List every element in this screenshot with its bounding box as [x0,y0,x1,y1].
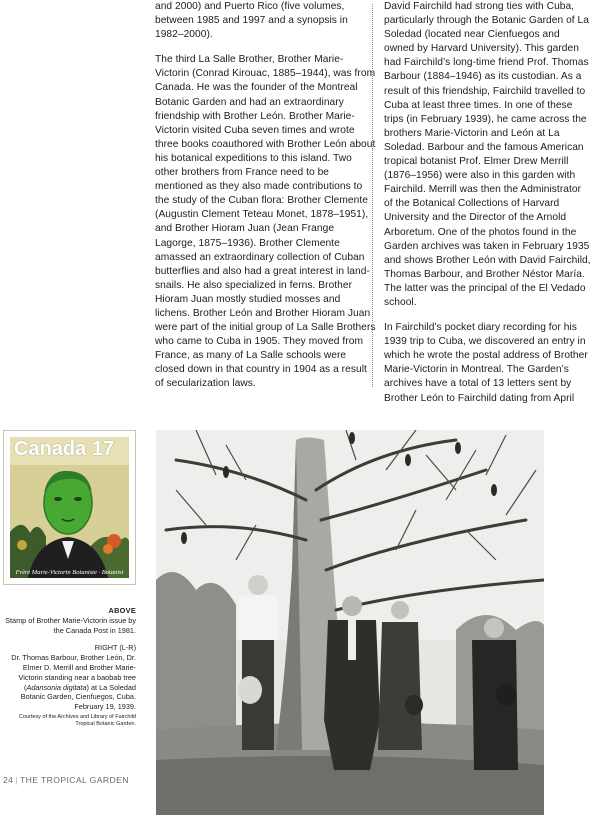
canada-stamp-image [3,430,136,585]
photo-person-1 [238,575,278,750]
stamp-artwork [10,437,129,578]
stamp-inscription: Frère Marie-Victorin Botaniste · Botanist [15,569,124,576]
caption-heading-right: RIGHT (L-R) [94,643,136,653]
photo-person-3 [378,601,423,750]
paragraph: David Fairchild had strong ties with Cuba, particularly through the Botanic Garden of La Soledad (located near Cienfuegos and owned by Harvard University). This garden had Fairchild’s long-time friend Prof. Thomas Barbour (1884–1946) as its custodian. As a result of this friendship, Fairchild travelled to Cuba at least three times. In one of these trips (in February 1939), he came across the brothers Marie-Victorin and León at La Soledad. Barbour and the famous American tropical botanist Prof. Elmer Drew Merrill (1876–1956) were also in this garden with Fairchild. Merrill was then the Administrator of the Botanical Collections of Harvard University and the Director of the Arnold Arboretum. One of the photos found in the Garden archives was taken in February 1935 and shows Brother León with David Fairchild, Thomas Barbour, and Brother Néstor María. The latter was the principal of the El Vedado school. [384,1,591,308]
paragraph: The third La Salle Brother, Brother Marie-Victorin (Conrad Kirouac, 1885–1944), was from Canada. He was the founder of the Montreal Botanic Garden and had an extraordinary friendship with Brother León. Brother Marie-Victorin visited Cuba seven times and wrote three books coauthored with Brother León about his botanical expeditions to this island. Two other brothers from France need to be mentioned as they also made contributions to the study of the Cuban flora: Brother Clemente (Augustin Clement Teteau Monet, 1878–1951), and Brother Hioram Juan (Jean Frange Lagorge, 1875–1936). Brother Clemente amassed an extraordinary collection of Cuban butterflies and also had a great interest in land-snails. He also specialized in ferns. Brother Hioram Juan mostly studied mosses and lichens. Brother León and Brother Hioram Juan were part of the initial group of La Salle Brothers who came to Cuba in 1905. They moved from France, as many of La Salle schools were closed down in that country in 1904 as a result of secularization laws. [155,54,376,390]
photo-person-2 [324,596,380,770]
column-divider [372,4,373,387]
caption-above-text: Stamp of Brother Marie-Victorin issue by the Canada Post in 1981. [5,615,136,635]
caption-credit: Courtesy of the Archives and Library of Fairchild Tropical Botanic Garden. [18,713,136,727]
paragraph: and 2000) and Puerto Rico (five volumes, between 1985 and 1997 and a synopsis in 1982–2000). [155,1,348,41]
stamp-country-value: Canada 17 [14,438,115,460]
historical-photo [156,430,544,815]
photo-person-4 [472,618,518,770]
photo-captions [2,606,136,728]
paragraph: In Fairchild’s pocket diary recording for his 1939 trip to Cuba, we discovered an entry in which he wrote the postal address of Brother Marie-Victorin in Montreal. The Garden’s archives have a total of 13 letters sent by Brother León to Fairchild dating from April [384,322,588,404]
publication-name: THE TROPICAL GARDEN [20,775,129,785]
page-number: 24 [3,775,14,785]
baobab-group-photo [156,430,544,815]
caption-right-text: Dr. Thomas Barbour, Brother León, Dr. Elmer D. Merrill and Brother Marie-Victorin standing near a baobab tree (Adansonia digitata) at La Soledad Botanic Garden, Cienfuegos, Cuba. February 19, 1939. [11,653,136,712]
caption-heading-above: ABOVE [108,606,136,615]
article-column-left [155,0,377,403]
page-footer: 24 | THE TROPICAL GARDEN [3,775,129,785]
article-column-right [384,0,592,417]
